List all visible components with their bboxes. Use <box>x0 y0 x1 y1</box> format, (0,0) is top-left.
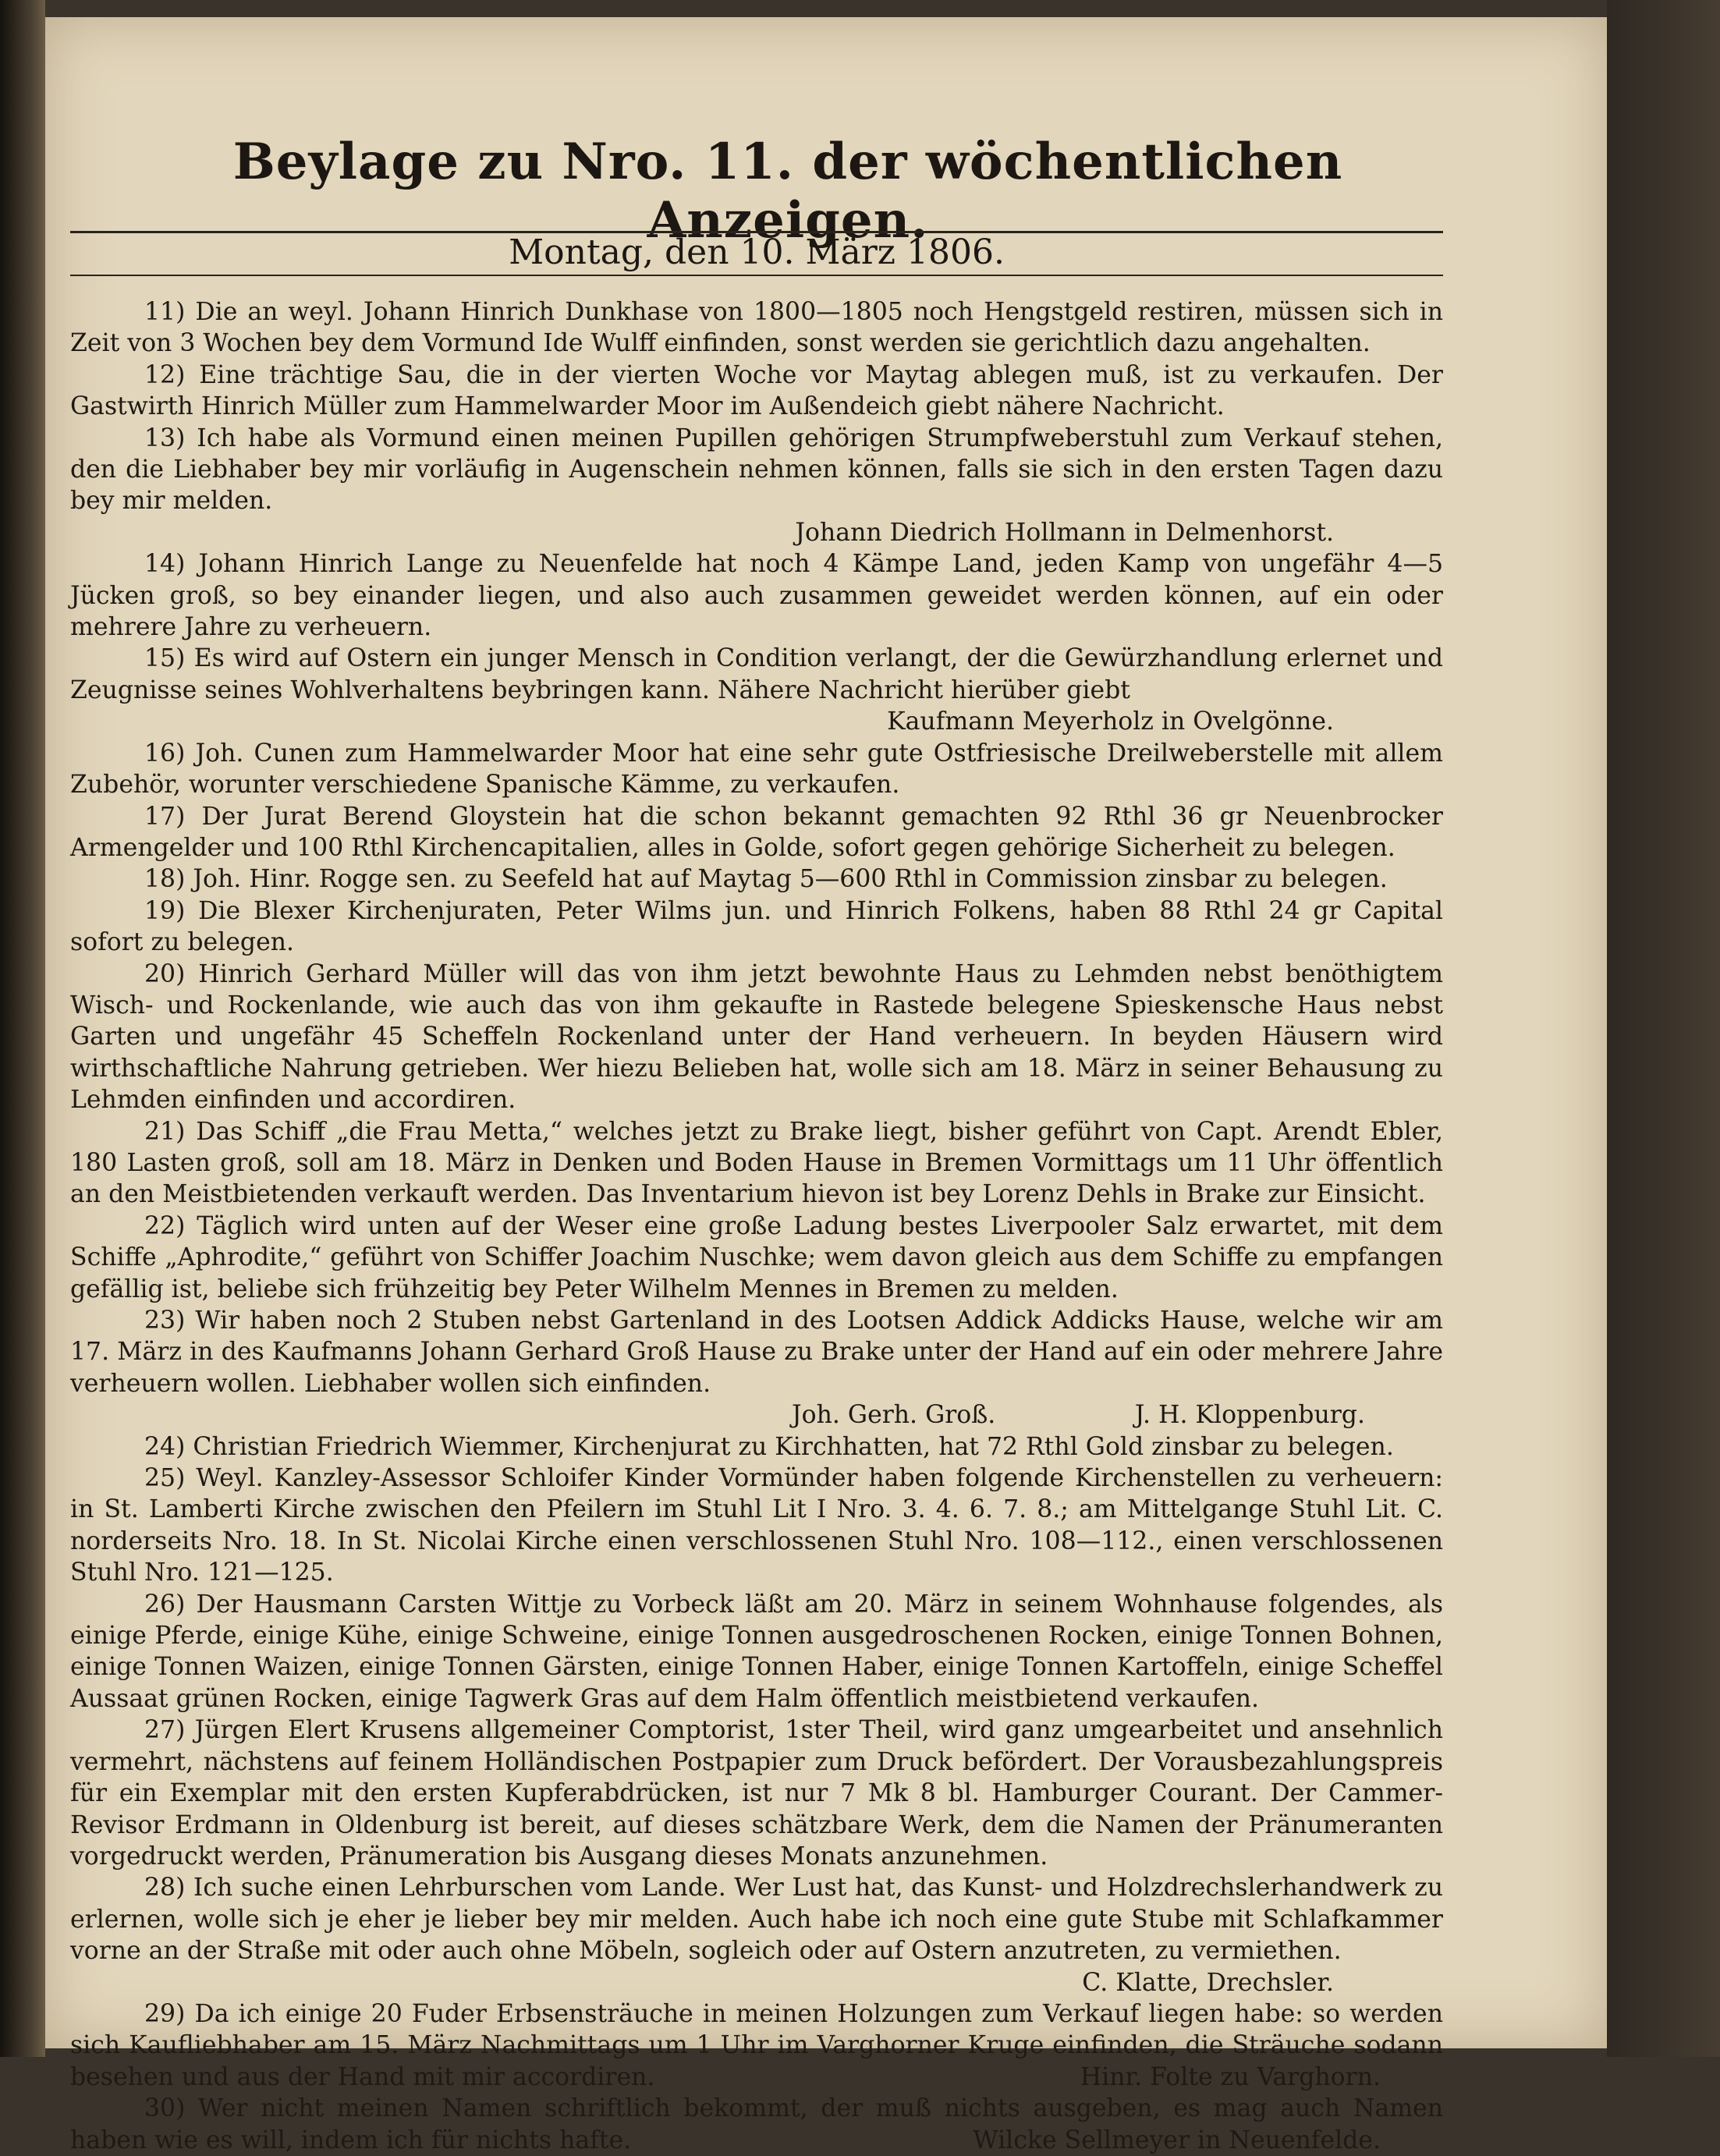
advertisement-20: 20) Hinrich Gerhard Müller will das von ihm jetzt bewohnte Haus zu Lehmden nebst benöthigtem Wisch- und Rockenlande, wie auch das von ihm gekaufte in Rastede belegene Spieskensche Haus nebst Garten und ungefähr 45 Scheffeln Rockenland unter der Hand verheuern. In beyden Häusern wird wirthschaftliche Nahrung getrieben. Wer hiezu Belieben hat, wolle sich am 18. März in seiner Behausung zu Lehmden einfinden und accordiren. <box>70 959 1443 1115</box>
signature: Hinr. Folte zu Varghorn. <box>1080 2062 1381 2091</box>
dateline: Montag, den 10. März 1806. <box>509 232 1005 272</box>
page-edge <box>1607 0 1720 2057</box>
advertisements-body <box>70 296 1443 2156</box>
advertisement-17: 17) Der Jurat Berend Gloystein hat die schon bekannt gemachten 92 Rthl 36 gr Neuenbrocker Armengelder und 100 Rthl Kirchencapitalien, alles in Golde, sofort gegen gehörige Sicherheit zu belegen. <box>70 802 1443 862</box>
signature: Kaufmann Meyerholz in Ovelgönne. <box>887 707 1334 736</box>
signature: Wilcke Sellmeyer in Neuenfelde. <box>973 2126 1381 2154</box>
signature: J. H. Kloppenburg. <box>1134 1401 1365 1430</box>
advertisement-18: 18) Joh. Hinr. Rogge sen. zu Seefeld hat auf Maytag 5—600 Rthl in Commission zinsbar zu belegen. <box>144 865 1388 894</box>
advertisement-29: 29) Da ich einige 20 Fuder Erbsensträuche in meinen Holzungen zum Verkauf liegen habe: so werden sich Kaufliebhaber am 15. März Nachmittags um 1 Uhr im Varghorner Kruge einfinden, die Sträuche sodann besehen und aus der Hand mit mir accordiren. Hinr. Folte zu Varghorn. <box>70 1998 1443 2093</box>
advertisement-14: 14) Johann Hinrich Lange zu Neuenfelde hat noch 4 Kämpe Land, jeden Kamp von ungefähr 4—5 Jücken groß, so bey einander liegen, und also auch zusammen geweidet werden können, auf ein oder mehrere Jahre zu verheuern. <box>70 550 1443 642</box>
book-spine <box>0 0 45 2057</box>
advertisement-30: 30) Wer nicht meinen Namen schriftlich bekommt, der muß nichts ausgeben, es mag auch Namen haben wie es will, indem ich für nichts hafte. Wilcke Sellmeyer in Neuenfelde. <box>70 2093 1443 2156</box>
advertisement-16: 16) Joh. Cunen zum Hammelwarder Moor hat eine sehr gute Ostfriesische Dreilweberstelle mit allem Zubehör, worunter verschiedene Spanische Kämme, zu verkaufen. <box>70 739 1443 800</box>
advertisement-26: 26) Der Hausmann Carsten Wittje zu Vorbeck läßt am 20. März in seinem Wohnhause folgendes, als einige Pferde, einige Kühe, einige Schweine, einige Tonnen ausgedroschenen Rocken, einige Tonnen Bohnen, einige Tonnen Waizen, einige Tonnen Gärsten, einige Tonnen Haber, einige Tonnen Kartoffeln, einige Scheffel Aussaat grünen Rocken, einige Tagwerk Gras auf dem Halm öffentlich meistbietend verkaufen. <box>70 1590 1443 1713</box>
signature: Johann Diedrich Hollmann in Delmenhorst. <box>795 518 1334 547</box>
advertisement-24: 24) Christian Friedrich Wiemmer, Kirchenjurat zu Kirchhatten, hat 72 Rthl Gold zinsbar zu belegen. <box>144 1432 1394 1461</box>
signature: C. Klatte, Drechsler. <box>1082 1968 1334 1997</box>
advertisement-13: 13) Ich habe als Vormund einen meinen Pupillen gehörigen Strumpfweberstuhl zum Verkauf stehen, den die Liebhaber bey mir vorläufig in Augenschein nehmen können, falls sie sich in den ersten Tagen dazu bey mir melden. Johann Diedrich Hollmann in Delmenhorst. <box>70 423 1443 549</box>
page-title: Beylage zu Nro. 11. der wöchentlichen Anzeigen. <box>232 133 1343 250</box>
signature: Joh. Gerh. Groß. <box>792 1401 996 1430</box>
advertisement-25: 25) Weyl. Kanzley-Assessor Schloifer Kinder Vormünder haben folgende Kirchenstellen zu verheuern: in St. Lamberti Kirche zwischen den Pfeilern im Stuhl Lit I Nro. 3. 4. 6. 7. 8.; am Mittelgange Stuhl Lit. C. norderseits Nro. 18. In St. Nicolai Kirche einen verschlossenen Stuhl Nro. 108—112., einen verschlossenen Stuhl Nro. 121—125. <box>70 1464 1443 1587</box>
advertisement-22: 22) Täglich wird unten auf der Weser eine große Ladung bestes Liverpooler Salz erwartet, mit dem Schiffe „Aphrodite,“ geführt von Schiffer Joachim Nuschke; wem davon gleich aus dem Schiffe zu empfangen gefällig ist, beliebe sich frühzeitig bey Peter Wilhelm Mennes in Bremen zu melden. <box>70 1211 1443 1303</box>
signature-pair <box>70 1399 1443 1431</box>
advertisement-23: 23) Wir haben noch 2 Stuben nebst Gartenland in des Lootsen Addick Addicks Hause, welche wir am 17. März in des Kaufmanns Johann Gerhard Groß Hause zu Brake unter der Hand auf ein oder mehrere Jahre verheuern wollen. Liebhaber wollen sich einfinden. Joh. Gerh. Groß. J. H. Kloppenburg. <box>70 1305 1443 1431</box>
advertisement-27: 27) Jürgen Elert Krusens allgemeiner Comptorist, 1ster Theil, wird ganz umgearbeitet und ansehnlich vermehrt, nächstens auf feinem Holländischen Postpapier zum Druck befördert. Der Vorausbezahlungspreis für ein Exemplar mit den ersten Kupferabdrücken, ist nur 7 Mk 8 bl. Hamburger Courant. Der Cammer-Revisor Erdmann in Oldenburg ist bereit, auf dieses schätzbare Werk, dem die Namen der Pränumeranten vorgedruckt werden, Pränumeration bis Ausgang dieses Monats anzunehmen. <box>70 1716 1443 1871</box>
advertisement-11: 11) Die an weyl. Johann Hinrich Dunkhase von 1800—1805 noch Hengstgeld restiren, müssen sich in Zeit von 3 Wochen bey dem Vormund Ide Wulff einfinden, sonst werden sie gerichtlich dazu angehalten. <box>70 298 1443 358</box>
advertisement-19: 19) Die Blexer Kirchenjuraten, Peter Wilms jun. und Hinrich Folkens, haben 88 Rthl 24 gr Capital sofort zu belegen. <box>70 896 1443 957</box>
header-rule-bottom <box>70 275 1443 276</box>
advertisement-15: 15) Es wird auf Ostern ein junger Mensch in Condition verlangt, der die Gewürzhandlung erlernet und Zeugnisse seines Wohlverhaltens beybringen kann. Nähere Nachricht hierüber giebt Kaufmann Meyerholz in Ovelgönne. <box>70 643 1443 737</box>
advertisement-12: 12) Eine trächtige Sau, die in der vierten Woche vor Maytag ablegen muß, ist zu verkaufen. Der Gastwirth Hinrich Müller zum Hammelwarder Moor im Außendeich giebt nähere Nachricht. <box>70 360 1443 421</box>
advertisement-21: 21) Das Schiff „die Frau Metta,“ welches jetzt zu Brake liegt, bisher geführt von Capt. Arendt Ebler, 180 Lasten groß, soll am 18. März in Denken und Boden Hause in Bremen Vormittags um 11 Uhr öffentlich an den Meistbietenden verkauft werden. Das Inventarium hievon ist bey Lorenz Dehls in Brake zur Einsicht. <box>70 1117 1443 1209</box>
advertisement-28: 28) Ich suche einen Lehrburschen vom Lande. Wer Lust hat, das Kunst- und Holzdrechslerhandwerk zu erlernen, wolle sich je eher je lieber bey mir melden. Auch habe ich noch eine gute Stube mit Schlafkammer vorne an der Straße mit oder auch ohne Möbeln, sogleich oder auf Ostern anzutreten, zu vermiethen. C. Klatte, Drechsler. <box>70 1872 1443 1998</box>
